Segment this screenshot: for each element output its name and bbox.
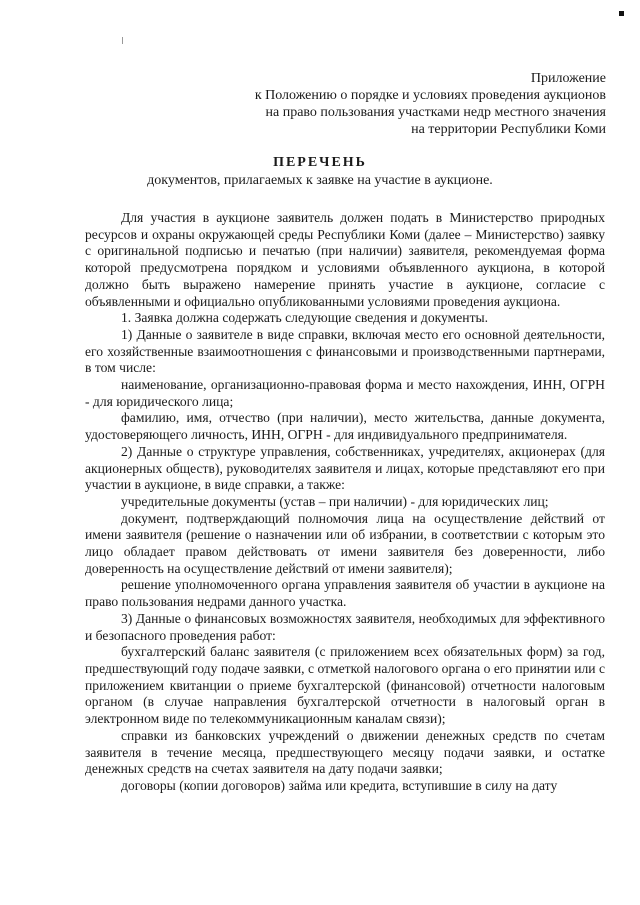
appendix-header: [255, 70, 606, 138]
paragraph: Для участия в аукционе заявитель должен подать в Министерство природных ресурсов и охраны окружающей среды Республики Коми (далее – Министерство) заявку с оригинальной подписью и печатью (при наличии) заявителя, рекомендуемая форма которой предусмотрена порядком и условиями объявленного аукциона, в которой должно быть выражено намерение принять участие в аукционе, согласие с объявленными и официально опубликованными условиями проведения аукциона.: [85, 210, 605, 309]
scan-tick-mark: [122, 37, 123, 44]
paragraph: решение уполномоченного органа управления заявителя об участии в аукционе на право пользования недрами данного участка.: [85, 577, 605, 610]
paragraph: документ, подтверждающий полномочия лица на осуществление действий от имени заявителя (решение о назначении или об избрании, в соответствии с которым это лицо обладает правом действовать от имени заявителя без доверенности, либо доверенность на осуществление действий от имени заявителя);: [85, 510, 605, 576]
paragraph: 1. Заявка должна содержать следующие сведения и документы.: [121, 310, 489, 326]
document-title: ПЕРЕЧЕНЬ: [273, 155, 367, 170]
paragraph: бухгалтерский баланс заявителя (с приложением всех обязательных форм) за год, предшествующий году подаче заявки, с отметкой налогового органа о его принятии или с приложением квитанции о приеме бухгалтерской (финансовой) отчетности налоговым органом (в случае направления бухгалтерской отчетности в налоговый орган в электронном виде по телекоммуникационным каналам связи);: [85, 644, 605, 727]
scan-corner-mark: [619, 11, 624, 16]
paragraph: наименование, организационно-правовая форма и место нахождения, ИНН, ОГРН - для юридического лица;: [85, 377, 605, 409]
paragraph: справки из банковских учреждений о движении денежных средств по счетам заявителя в течение месяца, предшествующего месяцу подачи заявки, и остатке денежных средств на счетах заявителя на дату подачи заявки;: [85, 727, 605, 777]
appendix-line: к Положению о порядке и условиях проведения аукционов: [254, 88, 606, 103]
document-body: [85, 210, 605, 795]
paragraph: договоры (копии договоров) займа или кредита, вступившие в силу на дату: [121, 777, 558, 793]
document-subtitle: документов, прилагаемых к заявке на участие в аукционе.: [147, 173, 493, 188]
paragraph: учредительные документы (устав – при наличии) - для юридических лиц;: [121, 493, 549, 509]
paragraph: 2) Данные о структуре управления, собственниках, учредителях, акционерах (для акционерных обществ), руководителях заявителя и лицах, которые представляют его при участии в аукционе, в виде справки, а также:: [85, 443, 605, 493]
paragraph: 3) Данные о финансовых возможностях заявителя, необходимых для эффективного и безопасного проведения работ:: [85, 610, 605, 643]
paragraph: 1) Данные о заявителе в виде справки, включая место его основной деятельности, его хозяйственные взаимоотношения с финансовыми и производственными партнерами, в том числе:: [85, 326, 605, 376]
appendix-line: на право пользования участками недр местного значения: [265, 105, 606, 120]
paragraph: фамилию, имя, отчество (при наличии), место жительства, данные документа, удостоверяющего личность, ИНН, ОГРН - для индивидуального предпринимателя.: [85, 410, 605, 443]
appendix-line: на территории Республики Коми: [411, 122, 606, 137]
appendix-line: Приложение: [530, 71, 606, 86]
